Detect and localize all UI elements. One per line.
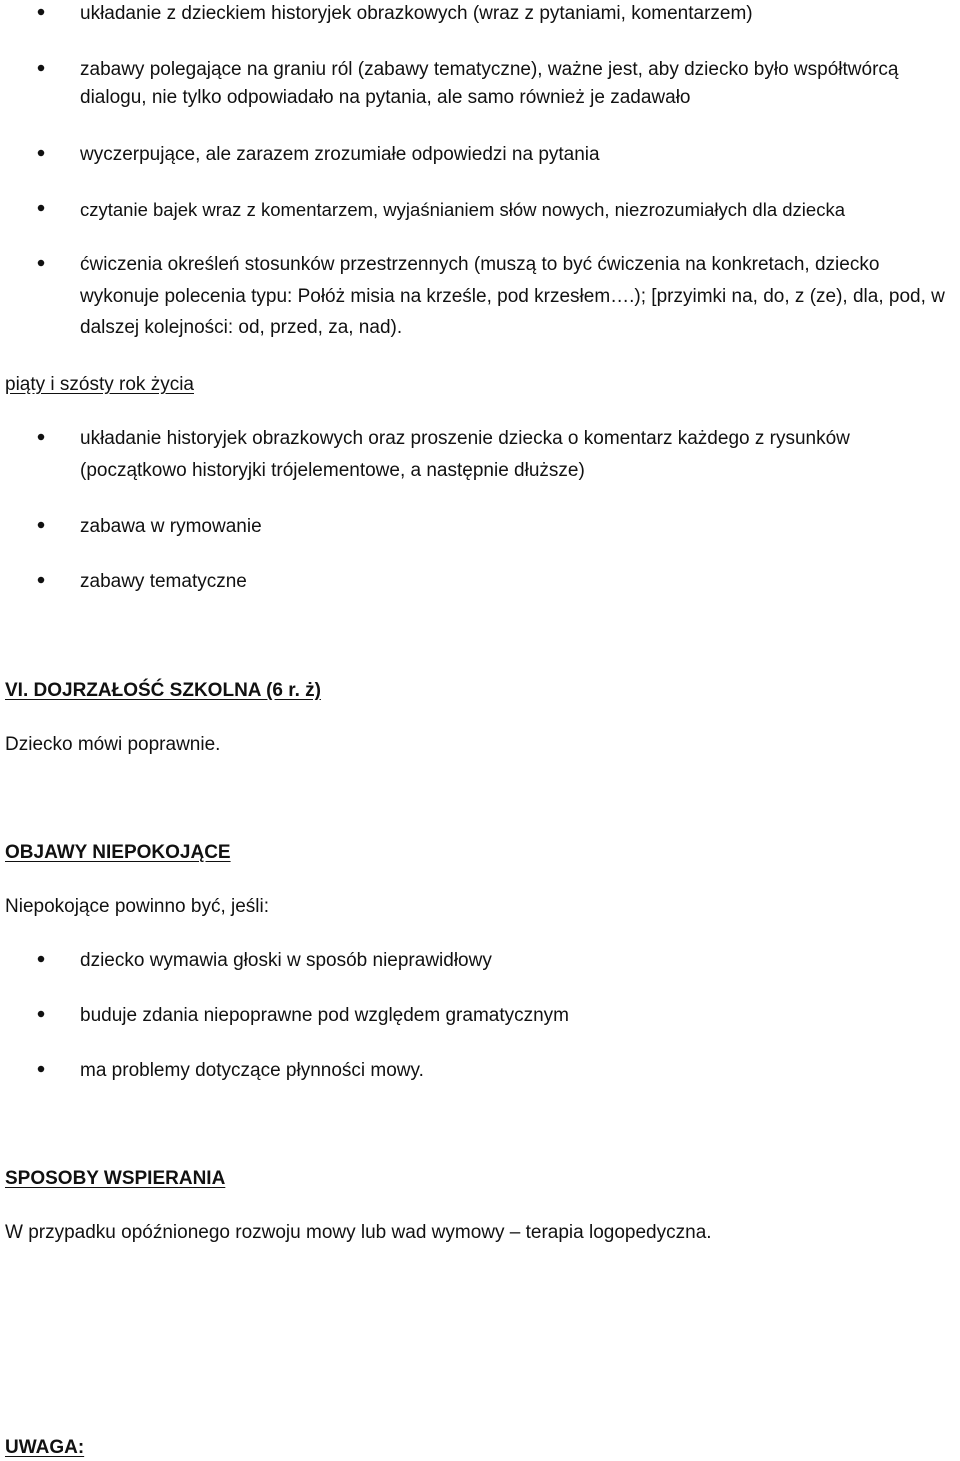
section-text: W przypadku opóźnionego rozwoju mowy lub wad wymowy – terapia logopedyczna. xyxy=(5,1222,712,1243)
bullet-icon xyxy=(38,205,45,212)
bullet-icon xyxy=(38,434,45,441)
bullet-text: buduje zdania niepoprawne pod względem gramatycznym xyxy=(80,1005,570,1026)
age-heading: piąty i szósty rok życia xyxy=(5,374,194,395)
bullet-icon xyxy=(38,65,45,72)
section-heading: SPOSOBY WSPIERANIA xyxy=(5,1168,226,1189)
bullet-text: ćwiczenia określeń stosunków przestrzennych (muszą to być ćwiczenia na konkretach, dziecko wykonuje polecenia typu: Połóż misia na krześle, pod krzesłem….); [przyimki na, do, z (ze), dla, pod, w dalszej kolejności: od, przed, za, nad). xyxy=(80,254,945,338)
section-heading: OBJAWY NIEPOKOJĄCE xyxy=(5,842,231,863)
bullet-text: zabawy polegające na graniu ról (zabawy tematyczne), ważne jest, aby dziecko było współtwórcą dialogu, nie tylko odpowiadało na pytania, ale samo również je zadawało xyxy=(80,59,899,108)
section-heading: VI. DOJRZAŁOŚĆ SZKOLNA (6 r. ż) xyxy=(5,680,321,701)
bullet-text: ma problemy dotyczące płynności mowy. xyxy=(80,1060,424,1081)
bullet-text: czytanie bajek wraz z komentarzem, wyjaśnianiem słów nowych, niezrozumiałych dla dziecka xyxy=(80,199,845,220)
bullet-text: zabawa w rymowanie xyxy=(80,516,262,537)
bullet-icon xyxy=(38,9,45,16)
bullet-icon xyxy=(38,522,45,529)
uwaga-heading: UWAGA: xyxy=(5,1437,85,1458)
bullet-text: wyczerpujące, ale zarazem zrozumiałe odpowiedzi na pytania xyxy=(80,144,600,165)
bullet-icon xyxy=(38,577,45,584)
section-intro: Niepokojące powinno być, jeśli: xyxy=(5,896,270,917)
bullet-text: układanie historyjek obrazkowych oraz proszenie dziecka o komentarz każdego z rysunków (początkowo historyjki trójelementowe, a następnie dłuższe) xyxy=(80,428,850,481)
section-text: Dziecko mówi poprawnie. xyxy=(5,734,221,755)
bullet-icon xyxy=(38,956,45,963)
bullet-text: układanie z dzieckiem historyjek obrazkowych (wraz z pytaniami, komentarzem) xyxy=(80,3,753,24)
bullet-icon xyxy=(38,1066,45,1073)
bullet-text: dziecko wymawia głoski w sposób nieprawidłowy xyxy=(80,950,492,971)
bullet-icon xyxy=(38,1011,45,1018)
bullet-icon xyxy=(38,150,45,157)
bullet-text: zabawy tematyczne xyxy=(80,571,247,592)
bullet-icon xyxy=(38,260,45,267)
